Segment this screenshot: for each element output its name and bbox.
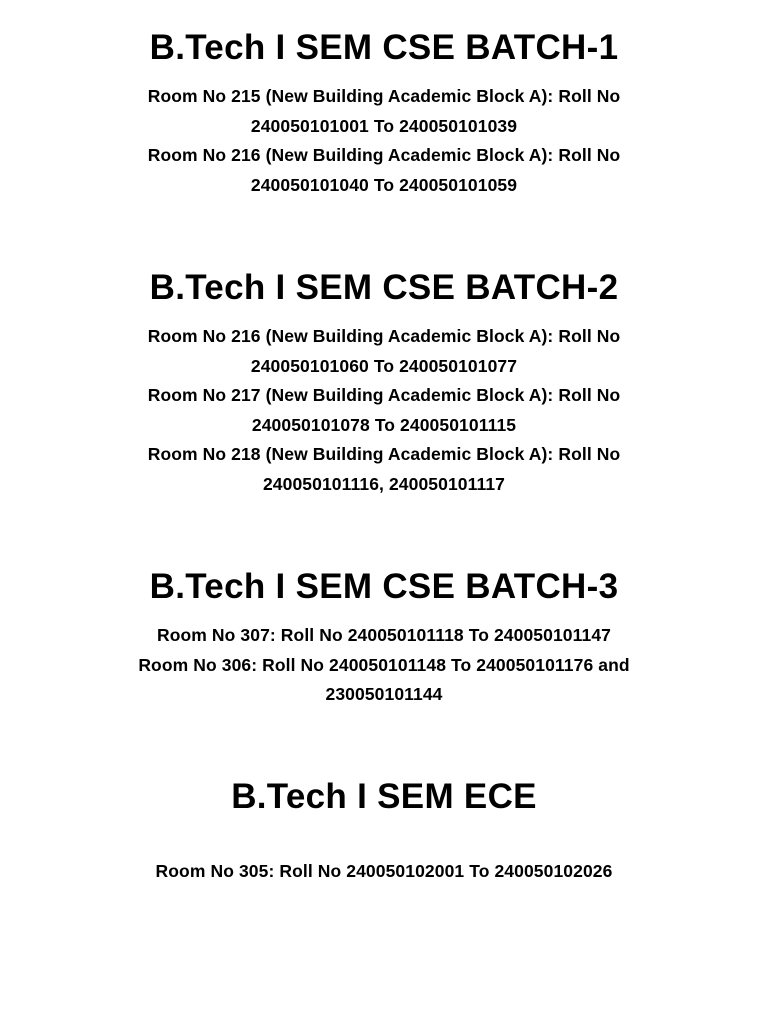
room-allocation-line: Room No 217 (New Building Academic Block A): Roll No — [147, 385, 621, 405]
section-heading: B.Tech I SEM CSE BATCH-3 — [149, 567, 619, 606]
room-allocation-line: 240050101001 To 240050101039 — [250, 115, 518, 136]
room-allocation-line: Room No 306: Roll No 240050101148 To 240050101176 and — [138, 654, 630, 675]
section-cse-batch-1 — [0, 28, 768, 200]
room-allocation-line: 240050101060 To 240050101077 — [250, 355, 518, 376]
room-allocation-list — [0, 82, 768, 200]
room-allocation-list — [0, 621, 768, 710]
room-allocation-line: 230050101144 — [325, 684, 443, 704]
section-ece — [0, 777, 768, 887]
section-heading: B.Tech I SEM ECE — [231, 777, 537, 816]
room-allocation-line: Room No 215 (New Building Academic Block A): Roll No — [147, 86, 621, 106]
section-heading: B.Tech I SEM CSE BATCH-2 — [149, 268, 619, 307]
room-allocation-line: Room No 216 (New Building Academic Block A): Roll No — [147, 145, 621, 165]
room-allocation-list — [0, 322, 768, 499]
room-allocation-line: Room No 216 (New Building Academic Block A): Roll No — [147, 326, 621, 346]
section-cse-batch-3 — [0, 567, 768, 710]
room-allocation-line: Room No 307: Roll No 240050101118 To 240050101147 — [156, 625, 611, 645]
room-allocation-line: 240050101078 To 240050101115 — [251, 414, 517, 435]
room-allocation-line: 240050101040 To 240050101059 — [250, 174, 518, 195]
section-heading: B.Tech I SEM CSE BATCH-1 — [149, 28, 619, 67]
section-cse-batch-2 — [0, 268, 768, 499]
room-allocation-line: Room No 218 (New Building Academic Block A): Roll No — [147, 444, 621, 464]
room-allocation-line: Room No 305: Roll No 240050102001 To 240050102026 — [155, 861, 613, 881]
room-allocation-list — [0, 857, 768, 887]
room-allocation-line: 240050101116, 240050101117 — [262, 473, 506, 494]
